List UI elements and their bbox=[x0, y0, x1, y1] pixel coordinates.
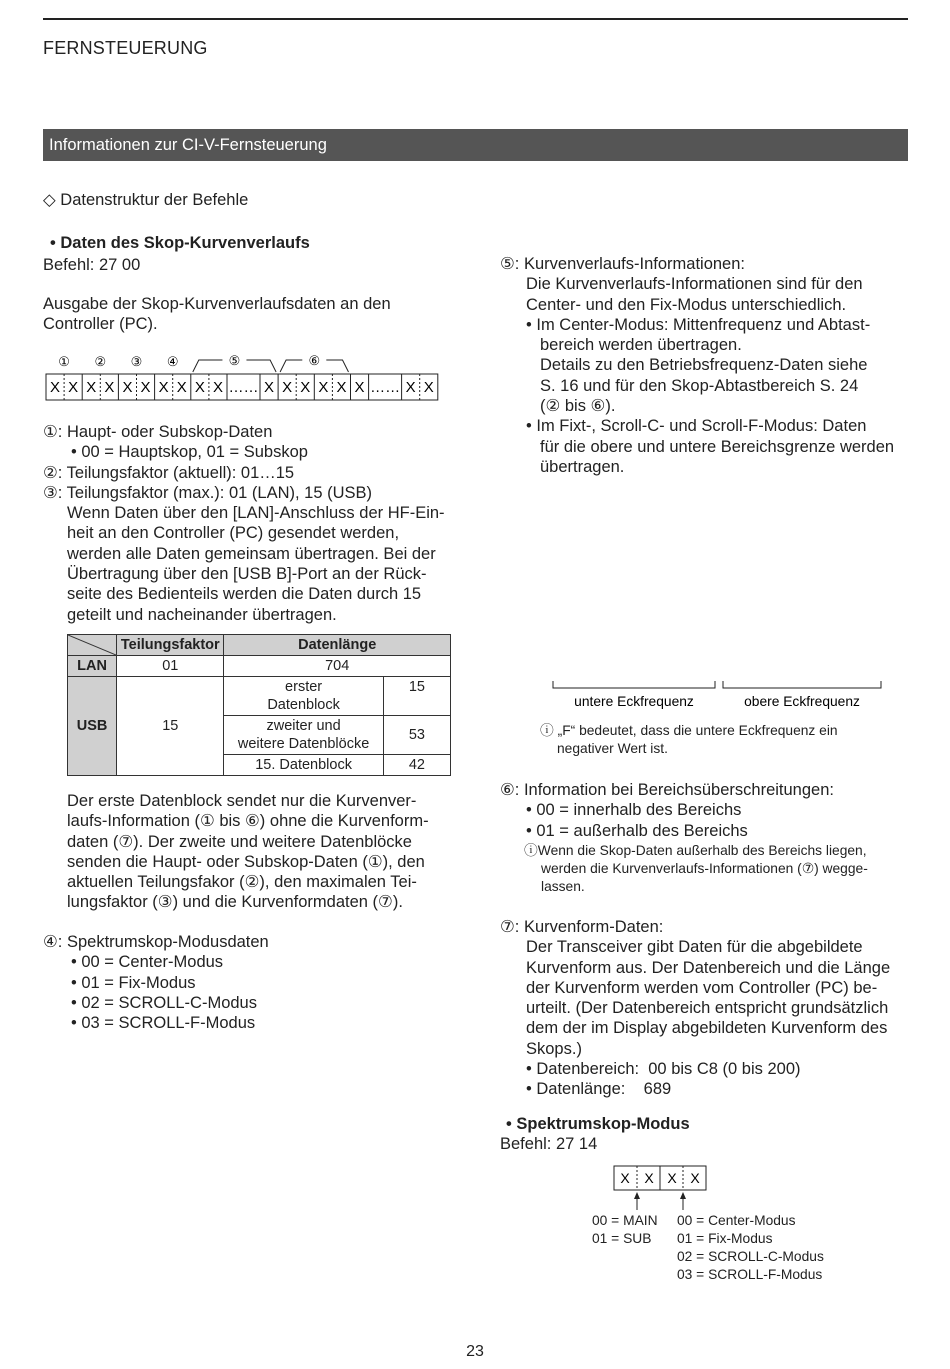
text-line: für die obere und untere Bereichsgrenze werden bbox=[540, 437, 895, 456]
frame-cell: X bbox=[318, 379, 329, 396]
mode-section bbox=[43, 932, 269, 1033]
item-3-text: heit an den Controller (PC) gesendet werden, bbox=[67, 524, 400, 543]
frame-cell: X bbox=[140, 379, 151, 396]
block-2-value: 53 bbox=[383, 716, 450, 755]
text-line: Details zu den Betriebsfrequenz-Daten siehe bbox=[540, 356, 868, 375]
lan-length: 704 bbox=[224, 656, 451, 677]
item-3: ③: Teilungsfaktor (max.): 01 (LAN), 15 (USB) bbox=[43, 483, 373, 502]
subheading: ◇ Datenstruktur der Befehle bbox=[43, 191, 249, 209]
info-icon: ⓘ bbox=[524, 843, 538, 858]
frequency-digit-diagram bbox=[545, 486, 890, 716]
text-line: • Im Center-Modus: Mittenfrequenz und Abtast- bbox=[526, 315, 871, 334]
block-1-value: 15 bbox=[383, 677, 450, 716]
lan-factor: 01 bbox=[117, 656, 224, 677]
text-line: laufs-Information (① bis ⑥) ohne die Kurvenform- bbox=[67, 812, 429, 831]
text-line: ⑦: Kurvenform-Daten: bbox=[500, 918, 664, 936]
arrow-head bbox=[680, 1192, 686, 1199]
text-line: • Im Fixt-, Scroll-C- und Scroll-F-Modus: Daten bbox=[526, 417, 867, 436]
lower-edge-label: untere Eckfrequenz bbox=[574, 694, 694, 709]
note-f-line: negativer Wert ist. bbox=[557, 741, 668, 756]
info-icon: ⓘ bbox=[540, 723, 554, 738]
block-1-label-line: Datenblock bbox=[267, 697, 340, 713]
frame-labels bbox=[58, 353, 348, 372]
legend-line: 02 = SCROLL-C-Modus bbox=[677, 1249, 824, 1264]
frame-dots: …… bbox=[370, 379, 401, 396]
text-line: dem der im Display abgebildeten Kurvenform des bbox=[526, 1019, 888, 1038]
text-line: bereich werden übertragen. bbox=[540, 336, 742, 355]
block-3-label: 15. Datenblock bbox=[224, 755, 383, 776]
frame-x: X bbox=[620, 1170, 630, 1186]
note-6-line: werden die Kurvenverlaufs-Informationen (⑦) wegge- bbox=[541, 861, 868, 876]
block-3-value: 42 bbox=[383, 755, 450, 776]
spectrum-mode-command: Befehl: 27 14 bbox=[500, 1135, 598, 1153]
note-f-line: „F“ bedeutet, dass die untere Eckfrequenz ein bbox=[557, 723, 838, 738]
mode-left-legend bbox=[592, 1212, 658, 1248]
frame-cell: X bbox=[50, 379, 61, 396]
legend-line: 03 = SCROLL-F-Modus bbox=[677, 1267, 823, 1282]
upper-brace bbox=[723, 681, 881, 688]
spectrum-mode-frame bbox=[612, 1164, 708, 1214]
block-1-label bbox=[224, 677, 383, 716]
intro-line: Controller (PC). bbox=[43, 315, 158, 334]
mode-title: ④: Spektrumskop-Modusdaten bbox=[43, 933, 269, 951]
frame-label: ③ bbox=[130, 354, 143, 369]
section-5 bbox=[500, 254, 894, 477]
frame-cell: X bbox=[104, 379, 115, 396]
frame-cell: X bbox=[176, 379, 187, 396]
frame-cell: X bbox=[282, 379, 293, 396]
mode-item: • 01 = Fix-Modus bbox=[71, 973, 196, 992]
arrow-head bbox=[634, 1192, 640, 1199]
item-1-detail: • 00 = Hauptskop, 01 = Subskop bbox=[71, 443, 308, 462]
items-list bbox=[43, 422, 445, 625]
corner-diagonal bbox=[68, 635, 116, 655]
note-6-line: lassen. bbox=[541, 879, 585, 894]
block-2-label-line: zweiter und bbox=[266, 718, 341, 734]
row-lan: LAN bbox=[68, 656, 117, 677]
intro-line: Ausgabe der Skop-Kurvenverlaufsdaten an den bbox=[43, 295, 391, 313]
frame-label: ② bbox=[94, 354, 107, 369]
page-number: 23 bbox=[466, 1343, 484, 1360]
frame-cells bbox=[46, 374, 438, 400]
frame-cell: X bbox=[354, 379, 365, 396]
skop-command: Befehl: 27 00 bbox=[43, 256, 141, 274]
mode-item: • 03 = SCROLL-F-Modus bbox=[71, 1014, 256, 1033]
note-f bbox=[540, 722, 838, 758]
text-line: aktuellen Teilungsfakor (②), den maximalen Tei- bbox=[67, 873, 417, 892]
frame-cell: X bbox=[122, 379, 133, 396]
text-line: lungsfaktor (③) und die Kurvenformdaten (⑦). bbox=[67, 893, 403, 912]
item-3-text: geteilt und nacheinander übertragen. bbox=[67, 605, 337, 624]
frame-cell: X bbox=[423, 379, 434, 396]
text-line: urteilt. (Der Datenbereich entspricht grundsätzlich bbox=[526, 999, 889, 1018]
text-line: (② bis ⑥). bbox=[540, 397, 616, 416]
text-line: Kurvenform aus. Der Datenbereich und die Länge bbox=[526, 958, 891, 977]
table-corner bbox=[68, 635, 117, 656]
top-rule bbox=[43, 18, 908, 20]
legend-line: 01 = Fix-Modus bbox=[677, 1231, 773, 1246]
frame-label: ⑥ bbox=[308, 353, 321, 368]
after-table-text bbox=[43, 791, 429, 913]
text-line: Der Transceiver gibt Daten für die abgebildete bbox=[526, 938, 863, 957]
text-line: ⑤: Kurvenverlaufs-Informationen: bbox=[500, 255, 745, 273]
legend-line: 01 = SUB bbox=[592, 1231, 652, 1246]
spectrum-mode-title: • Spektrumskop-Modus bbox=[506, 1115, 690, 1133]
note-6-line: Wenn die Skop-Daten außerhalb des Bereichs liegen, bbox=[537, 843, 867, 858]
note-6 bbox=[524, 842, 868, 896]
frame-label: ④ bbox=[166, 354, 179, 369]
text-line: Center- und den Fix-Modus unterschiedlich. bbox=[526, 295, 847, 314]
frame-cell: X bbox=[336, 379, 347, 396]
col-factor-header: Teilungsfaktor bbox=[117, 635, 224, 656]
block-2-label-line: weitere Datenblöcke bbox=[237, 736, 370, 752]
frame-cell: X bbox=[68, 379, 79, 396]
frame-cell: X bbox=[194, 379, 205, 396]
text-line: daten (⑦). Der zweite und weitere Datenblöcke bbox=[67, 832, 412, 851]
frame-cell: X bbox=[300, 379, 311, 396]
text-line: Der erste Datenblock sendet nur die Kurvenver- bbox=[67, 792, 417, 810]
text-line: • Datenlänge: 689 bbox=[526, 1080, 672, 1099]
data-length-table bbox=[67, 634, 451, 776]
legend-line: 00 = MAIN bbox=[592, 1213, 658, 1228]
text-line: der Kurvenform werden vom Controller (PC) be- bbox=[526, 978, 878, 997]
item-1: ①: Haupt- oder Subskop-Daten bbox=[43, 423, 273, 441]
upper-edge-label: obere Eckfrequenz bbox=[744, 694, 860, 709]
frame-cell: X bbox=[264, 379, 275, 396]
text-line: senden die Haupt- oder Subskop-Daten (①), den bbox=[67, 852, 425, 871]
col-length-header: Datenlänge bbox=[224, 635, 451, 656]
intro-text bbox=[43, 294, 391, 335]
text-line: ⑥: Information bei Bereichsüberschreitungen: bbox=[500, 781, 834, 799]
text-line: Skops.) bbox=[526, 1039, 582, 1058]
skop-title: • Daten des Skop-Kurvenverlaufs bbox=[50, 234, 310, 252]
mode-right-legend bbox=[677, 1212, 824, 1284]
chapter-header: FERNSTEUERUNG bbox=[43, 38, 208, 58]
item-3-text: Wenn Daten über den [LAN]-Anschluss der HF-Ein- bbox=[67, 504, 445, 523]
frame-cell: X bbox=[405, 379, 416, 396]
frame-cell: X bbox=[86, 379, 97, 396]
text-line: übertragen. bbox=[540, 457, 625, 476]
text-line: • 01 = außerhalb des Bereichs bbox=[526, 821, 748, 840]
text-line: • Datenbereich: 00 bis C8 (0 bis 200) bbox=[526, 1060, 801, 1079]
section-title-bar bbox=[43, 129, 908, 161]
item-2: ②: Teilungsfaktor (aktuell): 01…15 bbox=[43, 463, 295, 482]
frame-cell: X bbox=[212, 379, 223, 396]
usb-factor: 15 bbox=[117, 677, 224, 776]
frame-x: X bbox=[667, 1170, 677, 1186]
frame-x: X bbox=[690, 1170, 700, 1186]
row-usb: USB bbox=[68, 677, 117, 776]
frame-label: ① bbox=[58, 354, 70, 369]
item-3-text: seite des Bedienteils werden die Daten durch 15 bbox=[67, 585, 422, 604]
frame-x: X bbox=[644, 1170, 654, 1186]
text-line: • 00 = innerhalb des Bereichs bbox=[526, 801, 742, 820]
section-7 bbox=[500, 917, 890, 1100]
item-3-text: werden alle Daten gemeinsam übertragen. Bei der bbox=[67, 544, 436, 563]
text-line: Die Kurvenverlaufs-Informationen sind für den bbox=[526, 275, 863, 294]
section-title: Informationen zur CI-V-Fernsteuerung bbox=[49, 136, 327, 154]
command-frame-diagram bbox=[43, 350, 443, 406]
item-3-text: Übertragung über den [USB B]-Port an der Rück- bbox=[67, 565, 427, 584]
lower-brace bbox=[553, 681, 715, 688]
block-1-label-line: erster bbox=[285, 679, 323, 695]
mode-item: • 02 = SCROLL-C-Modus bbox=[71, 993, 257, 1012]
legend-line: 00 = Center-Modus bbox=[677, 1213, 796, 1228]
frame-dots: …… bbox=[228, 379, 259, 396]
frame-label: ⑤ bbox=[228, 353, 241, 368]
section-6 bbox=[500, 780, 834, 841]
text-line: S. 16 und für den Skop-Abtastbereich S. 24 bbox=[540, 376, 859, 395]
frame-cell: X bbox=[158, 379, 169, 396]
mode-item: • 00 = Center-Modus bbox=[71, 953, 224, 972]
block-2-label bbox=[224, 716, 383, 755]
